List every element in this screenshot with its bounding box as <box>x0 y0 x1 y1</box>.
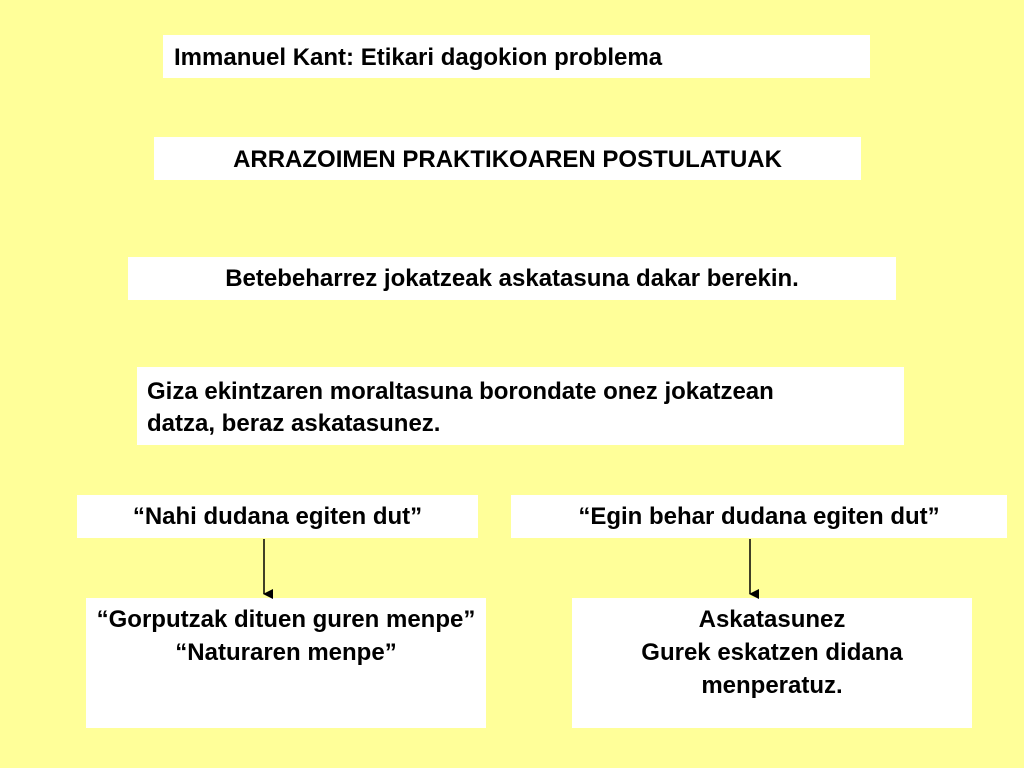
slide-title-text: Immanuel Kant: Etikari dagokion problema <box>174 44 663 71</box>
left-branch-quote-box <box>77 495 478 538</box>
right-branch-result-box <box>572 598 972 728</box>
statement-box-morality <box>137 367 904 445</box>
left-branch-result-line-1: “Gorputzak dituen guren menpe” <box>96 606 476 633</box>
left-branch-quote-text: “Nahi dudana egiten dut” <box>132 503 423 530</box>
statement-morality-line-1: Giza ekintzaren moraltasuna borondate onez jokatzean <box>147 378 774 405</box>
statement-morality-line-2: datza, beraz askatasunez. <box>147 410 441 437</box>
left-branch-result-box <box>86 598 486 728</box>
statement-freedom-text: Betebeharrez jokatzeak askatasuna dakar berekin. <box>225 265 799 292</box>
right-branch-result-line-1: Askatasunez <box>698 606 846 633</box>
statement-box-freedom <box>128 257 896 300</box>
section-heading <box>154 137 861 180</box>
right-branch-result-line-2: Gurek eskatzen didana menperatuz. <box>641 639 903 699</box>
right-branch-quote-text: “Egin behar dudana egiten dut” <box>578 503 940 530</box>
slide-title <box>163 35 870 78</box>
right-branch-quote-box <box>511 495 1007 538</box>
left-branch-result-line-2: “Naturaren menpe” <box>175 639 397 666</box>
section-heading-text: ARRAZOIMEN PRAKTIKOAREN POSTULATUAK <box>233 146 782 173</box>
